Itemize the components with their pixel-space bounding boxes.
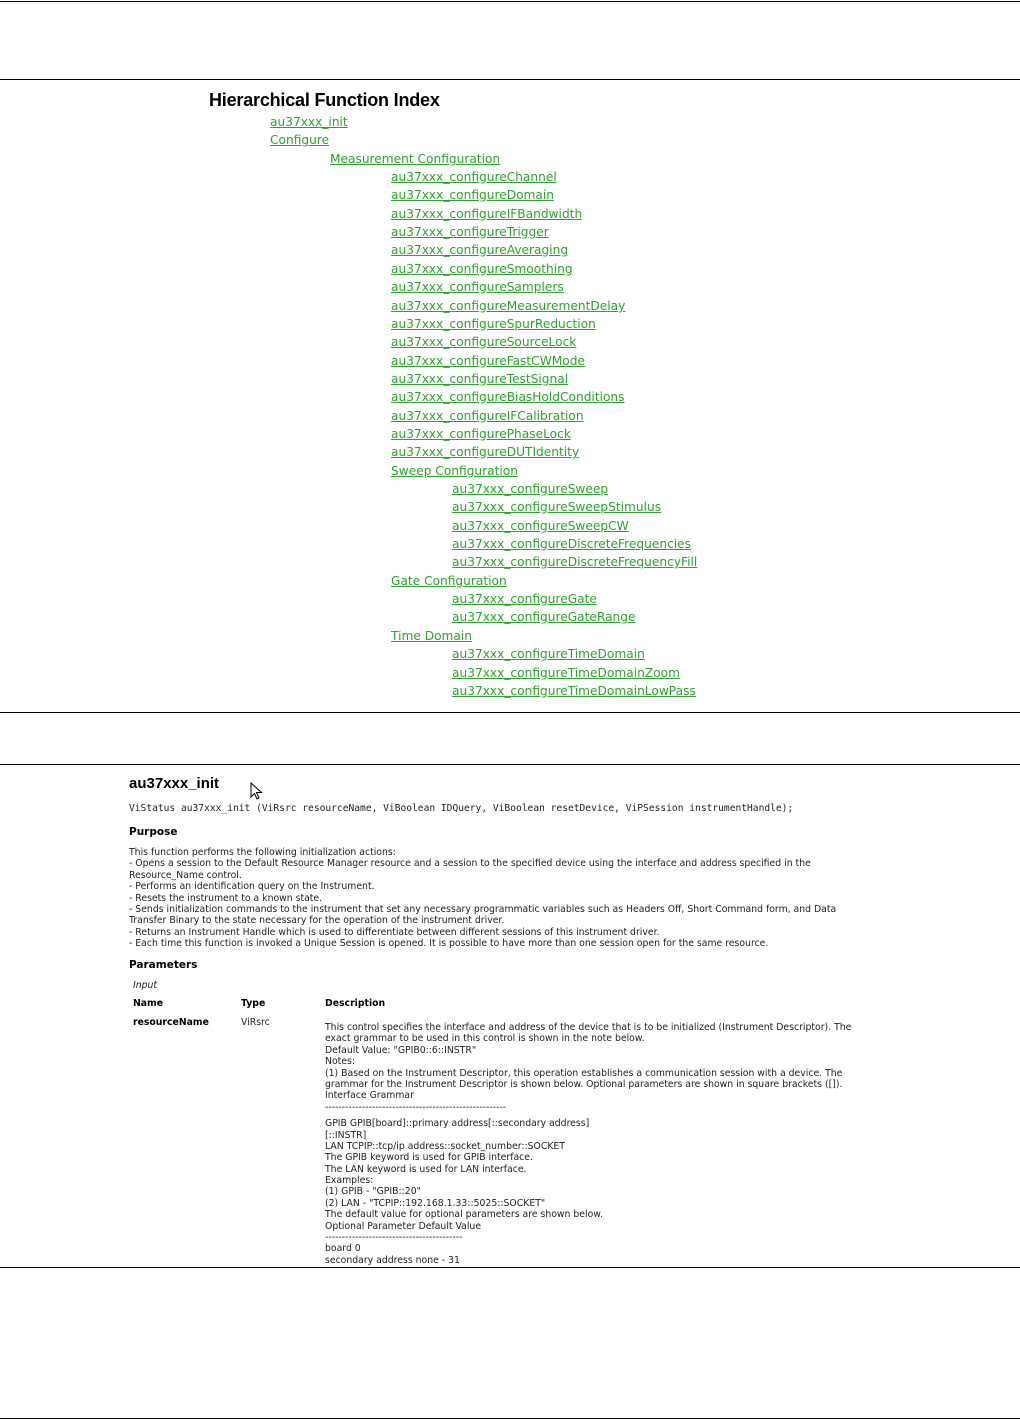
description-line: (1) GPIB - "GPIB::20" bbox=[325, 1186, 421, 1198]
index-link-au37xxx-configureaveraging[interactable]: au37xxx_configureAveraging bbox=[391, 243, 569, 257]
index-link-au37xxx-configureifbandwidth[interactable]: au37xxx_configureIFBandwidth bbox=[391, 207, 583, 221]
index-link-au37xxx-configurediscretefrequencies[interactable]: au37xxx_configureDiscreteFrequencies bbox=[452, 537, 692, 551]
description-line: [::INSTR] bbox=[325, 1129, 367, 1141]
param-description bbox=[325, 1022, 851, 1266]
index-link-au37xxx-configuresweepcw[interactable]: au37xxx_configureSweepCW bbox=[452, 519, 629, 533]
index-link-au37xxx-configuregaterange[interactable]: au37xxx_configureGateRange bbox=[452, 610, 636, 624]
index-link-au37xxx-configuresmoothing[interactable]: au37xxx_configureSmoothing bbox=[391, 262, 573, 276]
description-line: (2) LAN - "TCPIP::192.168.1.33::5025::SOCKET" bbox=[325, 1197, 546, 1209]
function-detail-panel bbox=[0, 765, 1020, 1267]
index-link-au37xxx-configurediscretefrequencyfill[interactable]: au37xxx_configureDiscreteFrequencyFill bbox=[452, 555, 698, 569]
function-title: au37xxx_init bbox=[129, 775, 220, 792]
parameters-heading: Parameters bbox=[129, 959, 198, 971]
index-link-au37xxx-configurebiasholdconditions[interactable]: au37xxx_configureBiasHoldConditions bbox=[391, 390, 625, 404]
description-line: Examples: bbox=[325, 1175, 374, 1187]
index-link-au37xxx-configuretimedomain[interactable]: au37xxx_configureTimeDomain bbox=[452, 647, 645, 661]
column-header-type: Type bbox=[241, 998, 266, 1009]
purpose-line: - Resets the instrument to a known state. bbox=[129, 892, 323, 904]
purpose-line: - Each time this function is invoked a Unique Session is opened. It is possible to have more than one session open for the same resource. bbox=[129, 938, 769, 950]
index-link-au37xxx-configuresourcelock[interactable]: au37xxx_configureSourceLock bbox=[391, 335, 577, 349]
index-bottom-rule bbox=[0, 712, 1020, 713]
index-link-au37xxx-configurephaselock[interactable]: au37xxx_configurePhaseLock bbox=[391, 427, 571, 441]
index-link-sweep-configuration[interactable]: Sweep Configuration bbox=[391, 464, 518, 478]
purpose-line: - Performs an identification query on the Instrument. bbox=[129, 881, 375, 893]
description-line: board 0 bbox=[325, 1243, 361, 1255]
purpose-heading: Purpose bbox=[129, 826, 178, 838]
purpose-line: Transfer Binary to the state necessary for the operation of the instrument driver. bbox=[129, 915, 505, 927]
top-rule bbox=[0, 1, 1020, 2]
description-line: (1) Based on the Instrument Descriptor, this operation establishes a communication session with a device. The bbox=[325, 1067, 843, 1079]
description-line: This control specifies the interface and address of the device that is to be initialized (Instrument Descriptor). The bbox=[325, 1022, 852, 1033]
description-line: Optional Parameter Default Value bbox=[325, 1220, 482, 1232]
index-link-au37xxx-configuresweepstimulus[interactable]: au37xxx_configureSweepStimulus bbox=[452, 500, 662, 514]
description-line: The LAN keyword is used for LAN interface. bbox=[325, 1163, 527, 1175]
column-header-name: Name bbox=[133, 998, 164, 1009]
purpose-line: - Sends initialization commands to the instrument that set any necessary programmatic variables such as Headers Off, Short Command form, and Data bbox=[129, 904, 837, 916]
detail-bottom-rule bbox=[0, 1267, 1020, 1268]
param-type: ViRsrc bbox=[241, 1017, 270, 1028]
description-line: The GPIB keyword is used for GPIB interface. bbox=[325, 1152, 533, 1164]
index-link-au37xxx-configuremeasurementdelay[interactable]: au37xxx_configureMeasurementDelay bbox=[391, 299, 626, 313]
index-link-au37xxx-configuregate[interactable]: au37xxx_configureGate bbox=[452, 592, 597, 606]
index-link-au37xxx-configuresamplers[interactable]: au37xxx_configureSamplers bbox=[391, 280, 564, 294]
index-link-au37xxx-configuretimedomainlowpass[interactable]: au37xxx_configureTimeDomainLowPass bbox=[452, 684, 696, 698]
page-bottom-rule bbox=[0, 1418, 1020, 1419]
index-title: Hierarchical Function Index bbox=[209, 90, 440, 110]
description-line: Notes: bbox=[325, 1056, 355, 1068]
index-link-measurement-configuration[interactable]: Measurement Configuration bbox=[330, 152, 501, 166]
index-link-au37xxx-configurechannel[interactable]: au37xxx_configureChannel bbox=[391, 170, 557, 184]
index-link-au37xxx-configuretimedomainzoom[interactable]: au37xxx_configureTimeDomainZoom bbox=[452, 666, 680, 680]
index-link-gate-configuration[interactable]: Gate Configuration bbox=[391, 574, 507, 588]
purpose-line: - Opens a session to the Default Resource Manager resource and a session to the specified device using the interface and address specified in the bbox=[129, 858, 811, 870]
index-link-time-domain[interactable]: Time Domain bbox=[391, 629, 472, 643]
function-prototype: ViStatus au37xxx_init (ViRsrc resourceName, ViBoolean IDQuery, ViBoolean resetDevice, ViPSession instrumentHandle); bbox=[129, 803, 794, 814]
description-line: Interface Grammar bbox=[325, 1090, 414, 1102]
purpose-text bbox=[129, 847, 836, 950]
purpose-line: This function performs the following initialization actions: bbox=[129, 847, 396, 858]
index-link-au37xxx-configurefastcwmode[interactable]: au37xxx_configureFastCWMode bbox=[391, 354, 585, 368]
index-link-au37xxx-configuredomain[interactable]: au37xxx_configureDomain bbox=[391, 188, 554, 202]
separator-line: ------------------------------------------------------ bbox=[325, 1101, 507, 1113]
index-link-configure[interactable]: Configure bbox=[270, 133, 330, 147]
mouse-pointer-icon bbox=[250, 782, 264, 800]
function-index-panel bbox=[0, 80, 1020, 712]
description-line: exact grammar to be used in this control is shown in the note below. bbox=[325, 1033, 645, 1045]
description-line: GPIB GPIB[board]::primary address[::secondary address] bbox=[325, 1118, 590, 1130]
description-line: grammar for the Instrument Descriptor is shown below. Optional parameters are shown in square brackets ([]). bbox=[325, 1078, 843, 1090]
description-line: Default Value: "GPIB0::6::INSTR" bbox=[325, 1044, 477, 1056]
purpose-line: - Returns an Instrument Handle which is used to differentiate between different sessions of this instrument driver. bbox=[129, 926, 660, 938]
param-name: resourceName bbox=[133, 1017, 209, 1028]
column-header-description: Description bbox=[325, 998, 386, 1009]
input-label: Input bbox=[133, 980, 158, 991]
index-link-au37xxx-init[interactable]: au37xxx_init bbox=[270, 115, 348, 129]
index-link-au37xxx-configuredutidentity[interactable]: au37xxx_configureDUTIdentity bbox=[391, 445, 580, 459]
index-link-au37xxx-configuretestsignal[interactable]: au37xxx_configureTestSignal bbox=[391, 372, 569, 386]
index-link-au37xxx-configuretrigger[interactable]: au37xxx_configureTrigger bbox=[391, 225, 549, 239]
purpose-line: Resource_Name control. bbox=[129, 869, 242, 881]
index-link-au37xxx-configureifcalibration[interactable]: au37xxx_configureIFCalibration bbox=[391, 409, 584, 423]
separator-line: ----------------------------------------- bbox=[325, 1232, 463, 1244]
index-link-au37xxx-configurespurreduction[interactable]: au37xxx_configureSpurReduction bbox=[391, 317, 596, 331]
index-link-au37xxx-configuresweep[interactable]: au37xxx_configureSweep bbox=[452, 482, 609, 496]
description-line: LAN TCPIP::tcp/ip address::socket_number::SOCKET bbox=[325, 1140, 565, 1152]
description-line: The default value for optional parameters are shown below. bbox=[325, 1209, 603, 1221]
description-line: secondary address none - 31 bbox=[325, 1254, 460, 1266]
